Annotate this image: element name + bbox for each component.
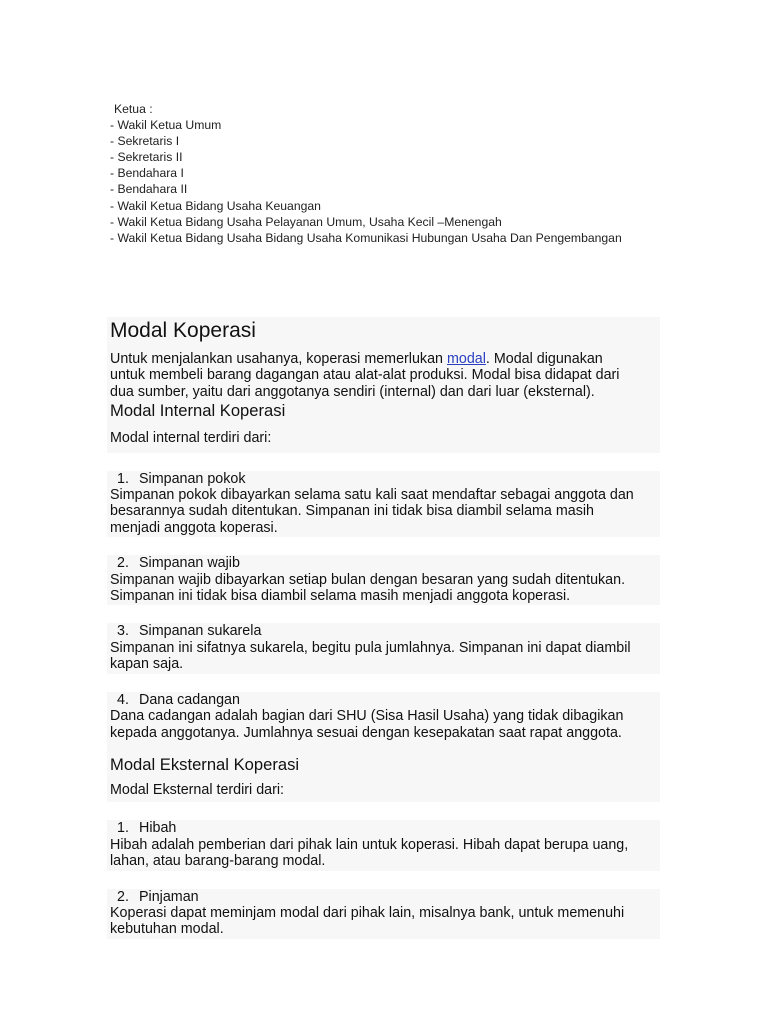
org-structure-list bbox=[110, 101, 622, 246]
org-list-item: - Sekretaris II bbox=[110, 150, 183, 165]
modal-link[interactable]: modal bbox=[446, 351, 486, 367]
item-title: 1. Simpanan pokok bbox=[117, 470, 246, 487]
external-lead: Modal Eksternal terdiri dari: bbox=[110, 781, 285, 798]
page-title: Modal Koperasi bbox=[110, 319, 256, 342]
org-list-item: - Wakil Ketua Bidang Usaha Bidang Usaha Komunikasi Hubungan Usaha Dan Pengembangan bbox=[110, 230, 622, 245]
external-heading: Modal Eksternal Koperasi bbox=[110, 754, 300, 774]
modal-koperasi-section bbox=[107, 317, 660, 939]
org-list-head: Ketua : bbox=[114, 102, 153, 116]
item-title: 2. Pinjaman bbox=[117, 888, 199, 905]
list-item bbox=[107, 889, 660, 939]
intro-panel bbox=[107, 317, 660, 453]
item-title: 3. Simpanan sukarela bbox=[117, 623, 262, 640]
list-item bbox=[107, 623, 660, 673]
item-title: 4. Dana cadangan bbox=[117, 691, 240, 708]
internal-lead: Modal internal terdiri dari: bbox=[110, 430, 272, 447]
list-item bbox=[107, 692, 660, 803]
list-item bbox=[107, 555, 660, 605]
item-description: Simpanan wajib dibayarkan setiap bulan dengan besaran yang sudah ditentukan. Simpanan ini tidak bisa diambil selama masih menjadi anggota koperasi. bbox=[110, 571, 626, 605]
item-description: Simpanan pokok dibayarkan selama satu kali saat mendaftar sebagai anggota dan besarannya sudah ditentukan. Simpanan ini tidak bisa diambil selama masih menjadi anggota koperasi. bbox=[110, 487, 634, 536]
item-title: 1. Hibah bbox=[117, 820, 177, 837]
list-item bbox=[107, 820, 660, 870]
item-title: 2. Simpanan wajib bbox=[117, 555, 240, 572]
item-description: Koperasi dapat meminjam modal dari pihak lain, misalnya bank, untuk memenuhi kebutuhan modal. bbox=[110, 904, 625, 938]
intro-paragraph: Untuk menjalankan usahanya, koperasi memerlukan modal. Modal digunakan untuk membeli barang dagangan atau alat-alat produksi. Modal bisa didapat dari dua sumber, yaitu dari anggotanya sendiri (internal) dan dari luar (eksternal). bbox=[110, 351, 620, 400]
list-item bbox=[107, 471, 660, 538]
org-list-item: - Wakil Ketua Bidang Usaha Pelayanan Umum, Usaha Kecil –Menengah bbox=[110, 214, 502, 229]
org-list-item: - Sekretaris I bbox=[110, 134, 180, 149]
org-list-item: - Wakil Ketua Umum bbox=[110, 118, 222, 133]
internal-heading: Modal Internal Koperasi bbox=[110, 401, 286, 421]
item-description: Dana cadangan adalah bagian dari SHU (Sisa Hasil Usaha) yang tidak dibagikan kepada anggotanya. Jumlahnya sesuai dengan kesepakatan saat rapat anggota. bbox=[110, 708, 624, 741]
org-list-item: - Bendahara II bbox=[110, 182, 188, 197]
org-list-item: - Bendahara I bbox=[110, 166, 184, 181]
item-description: Hibah adalah pemberian dari pihak lain untuk koperasi. Hibah dapat berupa uang, lahan, atau barang-barang modal. bbox=[110, 836, 629, 870]
item-description: Simpanan ini sifatnya sukarela, begitu pula jumlahnya. Simpanan ini dapat diambil kapan saja. bbox=[110, 639, 631, 673]
org-list-item: - Wakil Ketua Bidang Usaha Keuangan bbox=[110, 198, 321, 213]
